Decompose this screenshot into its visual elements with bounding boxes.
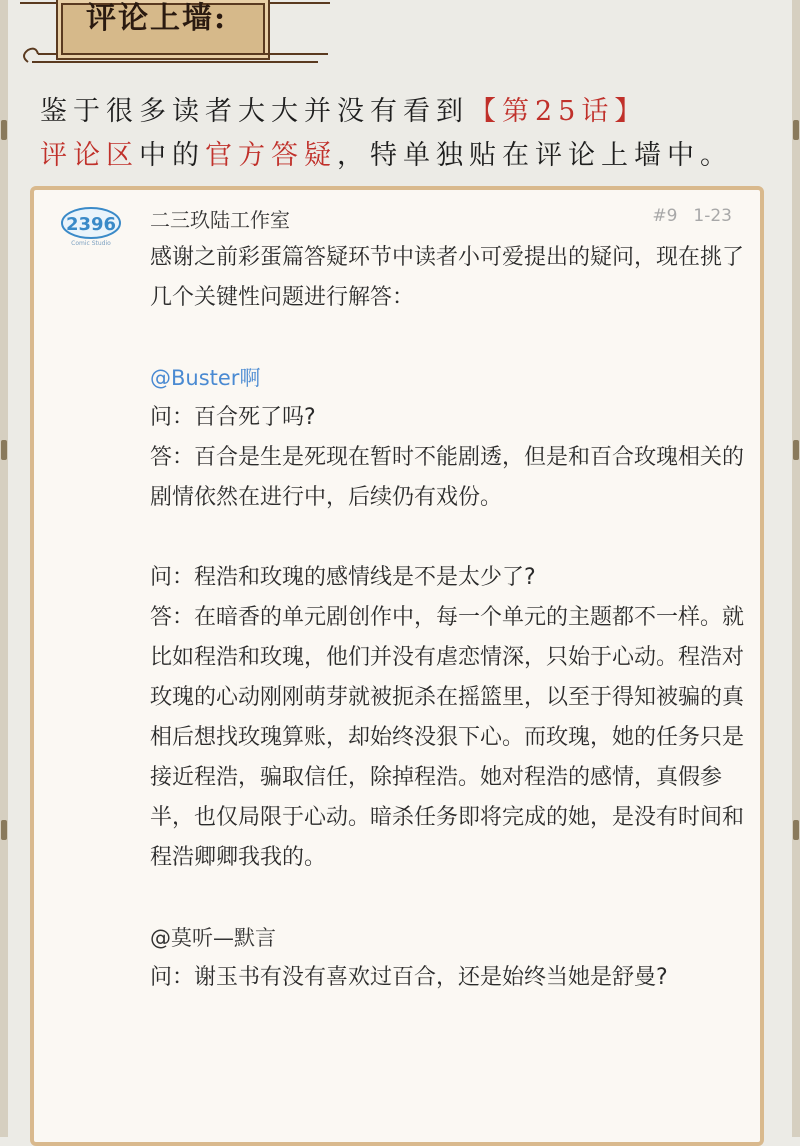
question-text: 问：百合死了吗? [150, 405, 316, 430]
intro-text-segment: 中的 [139, 140, 205, 171]
frame-nail [793, 120, 799, 140]
intro-text-segment: ，特单独贴在评论上墙中。 [337, 140, 733, 171]
comment-card [30, 186, 764, 1146]
highlight-official-qa: 官方答疑 [205, 140, 337, 171]
comment-body [150, 238, 750, 998]
question-text: 问：谢玉书有没有喜欢过百合，还是始终当她是舒曼? [150, 965, 668, 990]
intro-line-2 [40, 134, 790, 178]
frame-nail [793, 820, 799, 840]
avatar-logo-text: 2396 [65, 214, 117, 235]
comment-date: 1-23 [693, 206, 732, 226]
answer-text: 答：百合是生是死现在暂时不能剧透，但是和百合玫瑰相关的剧情依然在进行中，后续仍有戏份。 [150, 445, 745, 510]
page-title: 评论上墙: [86, 1, 228, 36]
user-mention[interactable]: @Buster啊 [150, 366, 261, 390]
frame-nail [1, 820, 7, 840]
frame-nail [793, 440, 799, 460]
left-frame-border [0, 0, 8, 1137]
frame-nail [1, 120, 7, 140]
comment-author[interactable]: 二三玖陆工作室 [150, 208, 290, 232]
avatar-logo-subtext: Comic Studio [71, 240, 111, 247]
frame-nail [1, 440, 7, 460]
user-mention[interactable]: @莫听—默言 [150, 926, 276, 950]
comment-intro: 感谢之前彩蛋篇答疑环节中读者小可爱提出的疑问，现在挑了几个关键性问题进行解答： [150, 245, 745, 310]
comment-meta [636, 206, 732, 226]
intro-text [40, 90, 790, 178]
intro-text-segment: 鉴于很多读者大大并没有看到 [40, 96, 469, 127]
highlight-comment-section: 评论区 [40, 140, 139, 171]
plaque-scroll-ornament [18, 40, 338, 70]
floor-number: #9 [652, 206, 678, 226]
right-frame-border [792, 0, 800, 1137]
avatar [60, 206, 122, 248]
answer-text: 答：在暗香的单元剧创作中，每一个单元的主题都不一样。就比如程浩和玫瑰，他们并没有虐恋情深，只始于心动。程浩对玫瑰的心动刚刚萌芽就被扼杀在摇篮里，以至于得知被骗的真相后想找玫瑰算账，却始终没狠下心。而玫瑰，她的任务只是接近程浩，骗取信任，除掉程浩。她对程浩的感情，真假参半，也仅局限于心动。暗杀任务即将完成的她，是没有时间和程浩卿卿我我的。 [150, 605, 745, 870]
question-text: 问：程浩和玫瑰的感情线是不是太少了? [150, 565, 536, 590]
episode-reference: 【第25话】 [469, 96, 648, 127]
intro-line-1 [40, 90, 790, 134]
